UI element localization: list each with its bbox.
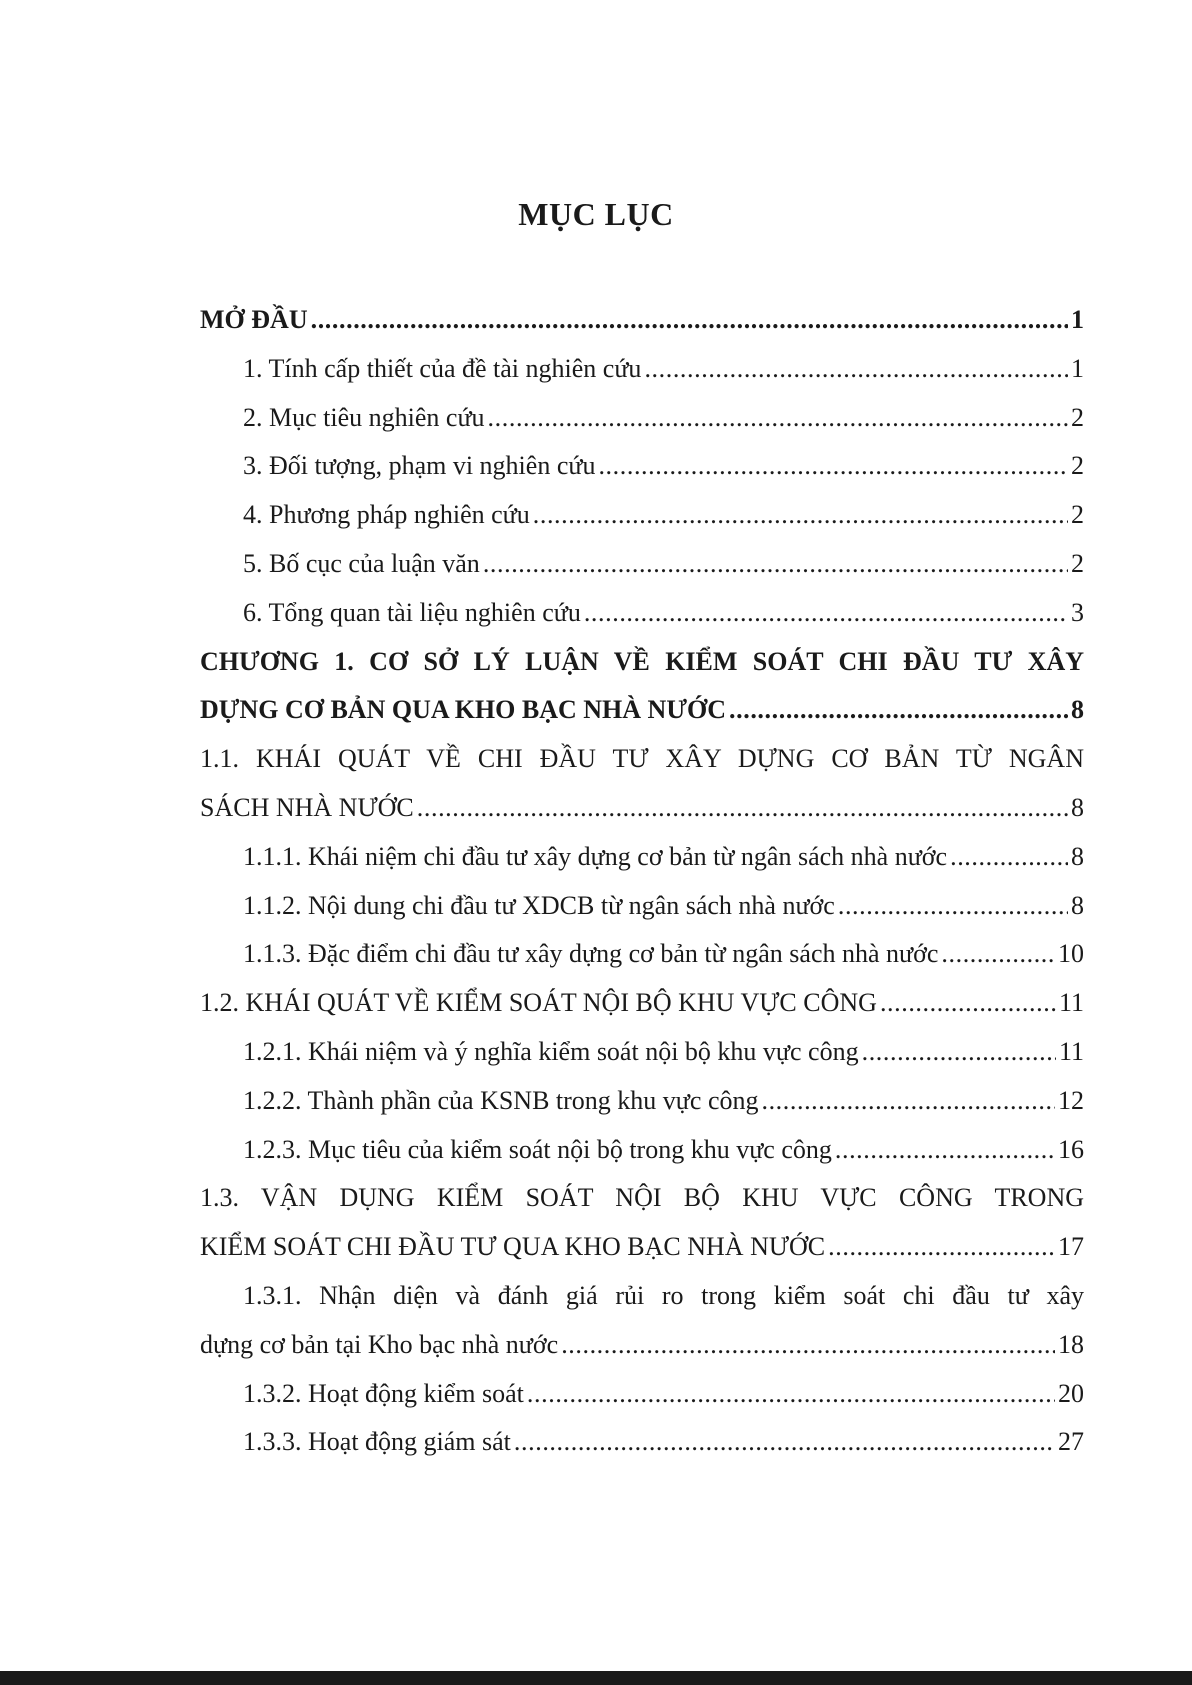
toc-entry-text: 4. Phương pháp nghiên cứu xyxy=(243,500,530,530)
toc-entry-text: 1.3.3. Hoạt động giám sát xyxy=(243,1427,511,1457)
toc-entry-text: 1.1. KHÁI QUÁT VỀ CHI ĐẦU TƯ XÂY DỰNG CƠ BẢN TỪ NGÂN xyxy=(200,744,1084,774)
dot-leader xyxy=(527,1370,1055,1419)
toc-page-number: 2 xyxy=(1071,402,1084,432)
toc-page-number: 1 xyxy=(1071,305,1084,334)
toc-entry-text: SÁCH NHÀ NƯỚC xyxy=(200,792,414,822)
dot-leader xyxy=(835,1126,1055,1175)
toc-entry-text: 1.1.3. Đặc điểm chi đầu tư xây dựng cơ bản từ ngân sách nhà nước xyxy=(243,939,939,969)
toc-entry-text: 2. Mục tiêu nghiên cứu xyxy=(243,402,485,432)
toc-page-number: 10 xyxy=(1058,939,1084,969)
toc-entry-1-2[interactable] xyxy=(200,979,1084,1028)
toc-entry-text: 1.3.1. Nhận diện và đánh giá rủi ro trong kiểm soát chi đầu tư xây xyxy=(243,1280,1084,1310)
toc-page-number: 8 xyxy=(1071,890,1084,920)
toc-entry-1-3-line1[interactable] xyxy=(200,1174,1084,1223)
toc-entry-1-1-2[interactable] xyxy=(200,882,1084,931)
toc-page-number: 18 xyxy=(1058,1329,1084,1359)
dot-leader xyxy=(838,882,1068,931)
toc-page-number: 8 xyxy=(1071,841,1084,871)
toc-entry-1-1-1[interactable] xyxy=(200,833,1084,882)
dot-leader xyxy=(483,540,1068,589)
toc-page-number: 8 xyxy=(1071,792,1084,822)
toc-entry-1-2-1[interactable] xyxy=(200,1028,1084,1077)
toc-entry-mo-dau[interactable] xyxy=(200,296,1084,345)
toc-entry-chapter-1-line1[interactable] xyxy=(200,638,1084,687)
dot-leader xyxy=(862,1028,1056,1077)
dot-leader xyxy=(761,1077,1055,1126)
toc-entry-text: 5. Bố cục của luận văn xyxy=(243,548,480,578)
toc-entry-1-1-line2[interactable] xyxy=(200,784,1084,833)
toc-page-number: 8 xyxy=(1071,695,1084,725)
dot-leader xyxy=(598,442,1068,491)
toc-page-number: 3 xyxy=(1071,597,1084,627)
dot-leader xyxy=(514,1418,1055,1467)
toc-entry-text: 3. Đối tượng, phạm vi nghiên cứu xyxy=(243,451,596,481)
toc-entry-text: 1.2.3. Mục tiêu của kiểm soát nội bộ trong khu vực công xyxy=(243,1134,832,1164)
toc-page-number: 16 xyxy=(1058,1134,1084,1164)
toc-entry-text: 1.3.2. Hoạt động kiểm soát xyxy=(243,1378,524,1408)
toc-page-number: 2 xyxy=(1071,451,1084,481)
dot-leader xyxy=(941,930,1055,979)
page-bottom-edge xyxy=(0,1671,1192,1685)
dot-leader xyxy=(488,394,1068,443)
toc-page-number: 17 xyxy=(1058,1232,1084,1262)
dot-leader xyxy=(584,589,1068,638)
toc-entry-chapter-1-line2[interactable] xyxy=(200,686,1084,735)
toc-entry-1-1-line1[interactable] xyxy=(200,735,1084,784)
toc-entry-2[interactable] xyxy=(200,394,1084,443)
toc-page-number: 11 xyxy=(1058,1036,1084,1066)
toc-page-number: 2 xyxy=(1071,548,1084,578)
toc-entry-4[interactable] xyxy=(200,491,1084,540)
toc-entry-1-3-line2[interactable] xyxy=(200,1223,1084,1272)
dot-leader xyxy=(561,1321,1055,1370)
toc-entry-text: MỞ ĐẦU xyxy=(200,305,308,334)
toc-page-number: 2 xyxy=(1071,500,1084,530)
toc-entry-3[interactable] xyxy=(200,442,1084,491)
toc-entry-6[interactable] xyxy=(200,589,1084,638)
toc-entry-text: 1.2.2. Thành phần của KSNB trong khu vực công xyxy=(243,1085,759,1115)
toc-entry-1-2-2[interactable] xyxy=(200,1077,1084,1126)
dot-leader xyxy=(311,296,1068,345)
toc-entry-text: dựng cơ bản tại Kho bạc nhà nước xyxy=(200,1329,559,1359)
dot-leader xyxy=(417,784,1068,833)
dot-leader xyxy=(950,833,1068,882)
toc-entry-text: 1.2.1. Khái niệm và ý nghĩa kiểm soát nội bộ khu vực công xyxy=(243,1036,859,1066)
toc-entry-text: 1.3. VẬN DỤNG KIỂM SOÁT NỘI BỘ KHU VỰC CÔNG TRONG xyxy=(200,1183,1084,1213)
toc-page-number: 27 xyxy=(1058,1427,1084,1457)
toc-entry-1-3-2[interactable] xyxy=(200,1370,1084,1419)
dot-leader xyxy=(533,491,1068,540)
dot-leader xyxy=(828,1223,1055,1272)
toc-entry-text: 6. Tổng quan tài liệu nghiên cứu xyxy=(243,597,581,627)
toc-entry-1-3-1-line2[interactable] xyxy=(200,1321,1084,1370)
toc-page-number: 12 xyxy=(1058,1085,1084,1115)
toc-page-number: 1 xyxy=(1071,353,1084,383)
toc-entry-5[interactable] xyxy=(200,540,1084,589)
toc-entry-1-1-3[interactable] xyxy=(200,930,1084,979)
dot-leader xyxy=(644,345,1068,394)
toc-entry-1[interactable] xyxy=(200,345,1084,394)
toc-entry-text: 1.1.1. Khái niệm chi đầu tư xây dựng cơ bản từ ngân sách nhà nước xyxy=(243,841,948,871)
table-of-contents xyxy=(200,296,1084,1467)
toc-entry-1-3-3[interactable] xyxy=(200,1418,1084,1467)
toc-page-number: 20 xyxy=(1058,1378,1084,1408)
toc-entry-1-3-1-line1[interactable] xyxy=(200,1272,1084,1321)
dot-leader xyxy=(729,686,1068,735)
toc-entry-text: 1.1.2. Nội dung chi đầu tư XDCB từ ngân sách nhà nước xyxy=(243,890,835,920)
page-title: MỤC LỤC xyxy=(518,196,674,232)
toc-entry-text: 1. Tính cấp thiết của đề tài nghiên cứu xyxy=(243,353,642,383)
toc-page-number: 11 xyxy=(1058,988,1084,1018)
toc-entry-text: KIỂM SOÁT CHI ĐẦU TƯ QUA KHO BẠC NHÀ NƯỚC xyxy=(200,1232,826,1262)
toc-entry-text: DỰNG CƠ BẢN QUA KHO BẠC NHÀ NƯỚC xyxy=(200,695,727,725)
toc-entry-text: 1.2. KHÁI QUÁT VỀ KIỂM SOÁT NỘI BỘ KHU VỰC CÔNG xyxy=(200,988,877,1018)
toc-entry-text: CHƯƠNG 1. CƠ SỞ LÝ LUẬN VỀ KIỂM SOÁT CHI ĐẦU TƯ XÂY xyxy=(200,646,1084,676)
toc-entry-1-2-3[interactable] xyxy=(200,1126,1084,1175)
dot-leader xyxy=(880,979,1056,1028)
